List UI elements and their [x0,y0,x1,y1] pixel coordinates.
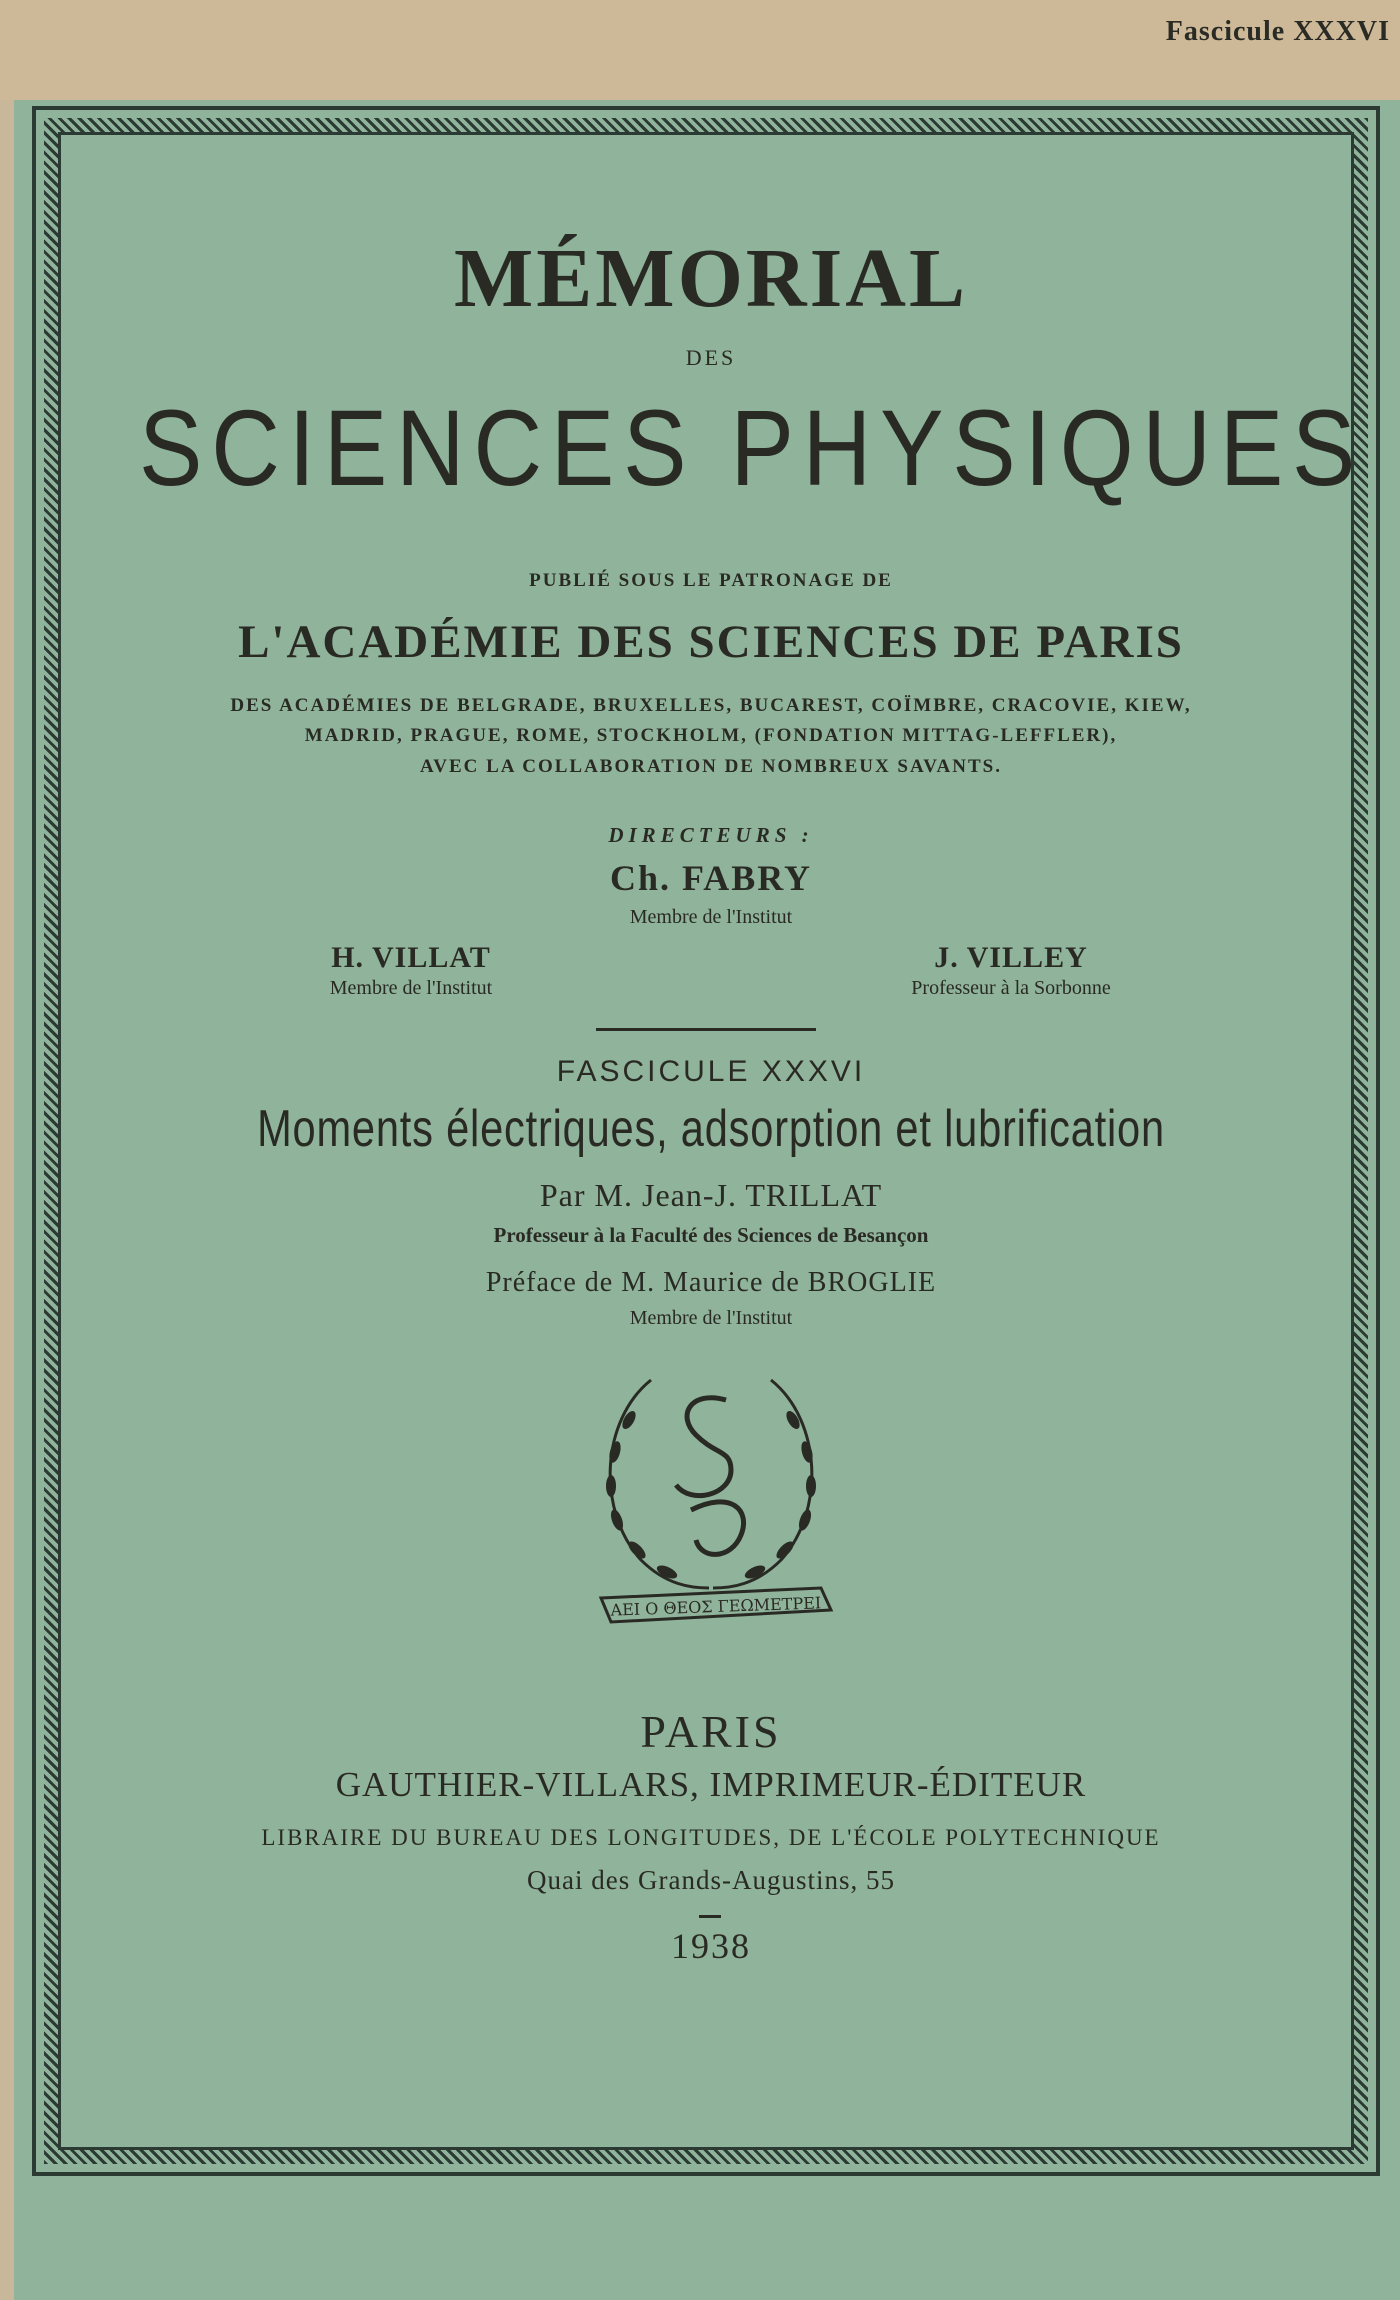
divider-rule [596,1028,816,1031]
preface-line: Préface de M. Maurice de BROGLIE [485,1267,937,1298]
series-title-sciences: SCIENCES PHYSIQUES [139,387,1365,508]
emblem-motto: ΑΕΙ Ο ΘΕΟΣ ΓΕΩΜΕΤΡΕΙ [610,1593,822,1620]
academies-line: DES ACADÉMIES DE BELGRADE, BRUXELLES, BUCAREST, COÏMBRE, CRACOVIE, KIEW, [230,695,1192,716]
publication-city: PARIS [640,1706,782,1757]
director-main-role: Membre de l'Institut [629,906,793,928]
publisher-emblem [581,1360,841,1630]
page-top-margin [0,0,1400,100]
book-cover [14,100,1400,2300]
author-role: Professeur à la Faculté des Sciences de Besançon [493,1223,929,1247]
director-left-name: H. VILLAT [331,941,491,974]
academies-line: MADRID, PRAGUE, ROME, STOCKHOLM, (FONDATION MITTAG-LEFFLER), [304,725,1118,746]
academy-name: L'ACADÉMIE DES SCIENCES DE PARIS [238,616,1184,668]
series-title-memorial: MÉMORIAL [454,232,968,325]
publisher-name: GAUTHIER-VILLARS, IMPRIMEUR-ÉDITEUR [335,1765,1087,1804]
fascicule-number: FASCICULE XXXVI [556,1055,866,1088]
series-title-des: DES [685,345,737,370]
publisher-address: Quai des Grands-Augustins, 55 [527,1865,895,1895]
director-right-role: Professeur à la Sorbonne [911,977,1111,999]
publisher-libraire: LIBRAIRE DU BUREAU DES LONGITUDES, DE L'ÉCOLE POLYTECHNIQUE [261,1825,1161,1850]
director-main-name: Ch. FABRY [609,858,813,898]
book-title: Moments électriques, adsorption et lubrification [257,1100,1165,1158]
top-fascicule-label: Fascicule XXXVI [1165,16,1390,47]
directors-label: DIRECTEURS : [608,823,814,847]
author-line: Par M. Jean-J. TRILLAT [539,1177,883,1213]
director-left-role: Membre de l'Institut [329,977,493,999]
director-right-name: J. VILLEY [934,941,1088,974]
cover-content [61,135,1365,2155]
preface-role: Membre de l'Institut [629,1307,793,1329]
publication-year: 1938 [671,1926,751,1966]
year-dash [699,1915,721,1918]
academies-line: AVEC LA COLLABORATION DE NOMBREUX SAVANTS. [420,756,1002,777]
patronage-label: PUBLIÉ SOUS LE PATRONAGE DE [529,570,893,591]
cover-panel [58,132,1365,2150]
ornamental-border [32,106,1380,2176]
